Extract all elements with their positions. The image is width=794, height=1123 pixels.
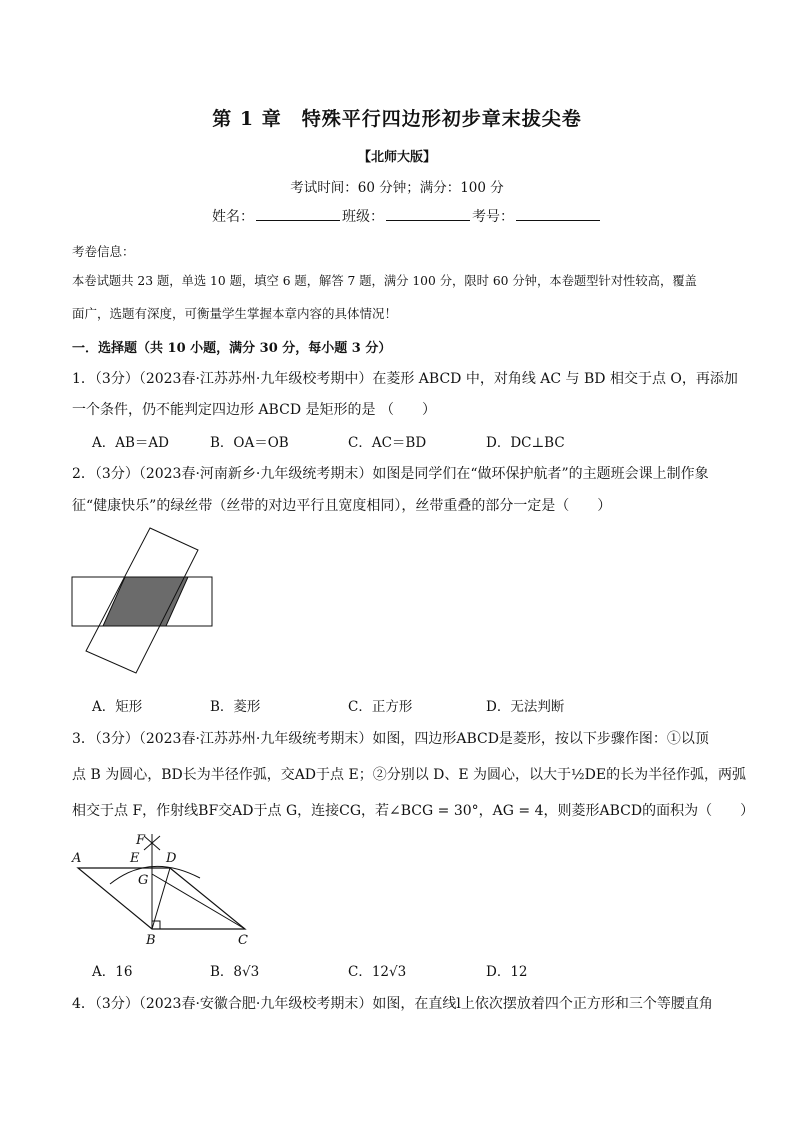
info-line-2: 面广，选题有深度，可衡量学生掌握本章内容的具体情况！ xyxy=(72,306,398,321)
q3-option-d: D．12 xyxy=(486,964,528,980)
q1-option-b: B．OA＝OB xyxy=(210,435,289,451)
ribbon-figure xyxy=(70,525,220,677)
id-blank xyxy=(516,206,600,221)
q3-line-3: 相交于点 F，作射线BF交AD于点 G，连接CG，若∠BCG = 30°，AG = 4，则菱形ABCD的面积为（ ） xyxy=(72,803,755,819)
label-c: C xyxy=(238,933,248,948)
q3-line-1: 3．（3分）（2023春·江苏苏州·九年级统考期末）如图，四边形ABCD是菱形，按以下步骤作图：①以顶 xyxy=(72,731,709,747)
label-d: D xyxy=(166,851,177,866)
info-line-1: 本卷试题共 23 题，单选 10 题，填空 6 题，解答 7 题，满分 100 分，限时 60 分钟，本卷题型针对性较高，覆盖 xyxy=(72,274,697,288)
id-label: 考号： xyxy=(472,209,514,225)
q1-option-c: C．AC＝BD xyxy=(348,435,427,451)
q2-option-c: C．正方形 xyxy=(348,699,413,715)
class-label: 班级： xyxy=(342,209,384,225)
label-a: A xyxy=(72,851,82,866)
ribbon-overlap-parallelogram xyxy=(103,577,188,626)
q3-line-2: 点 B 为圆心，BD长为半径作弧，交AD于点 E；②分别以 D、E 为圆心，以大于½DE的长为半径作弧，两弧 xyxy=(72,767,747,783)
q1-option-d: D．DC⊥BC xyxy=(486,435,565,451)
section-1-heading: 一．选择题（共 10 小题，满分 30 分，每小题 3 分） xyxy=(72,341,392,356)
label-g: G xyxy=(138,873,149,888)
name-blank xyxy=(256,206,340,221)
label-e: E xyxy=(130,851,140,866)
q3-option-b: B．8√3 xyxy=(210,964,260,980)
student-info-line xyxy=(212,206,602,226)
label-b: B xyxy=(146,933,156,948)
name-label: 姓名： xyxy=(212,209,254,225)
q4-line-1: 4．（3分）（2023春·安徽合肥·九年级校考期末）如图，在直线l上依次摆放着四个正方形和三个等腰直角 xyxy=(72,996,713,1012)
q3-option-c: C．12√3 xyxy=(348,964,407,980)
q2-line-1: 2．（3分）（2023春·河南新乡·九年级统考期末）如图是同学们在“做环保护航者”的主题班会课上制作象 xyxy=(72,466,709,482)
info-heading: 考卷信息： xyxy=(72,244,135,259)
page-title: 第 1 章 特殊平行四边形初步章末拔尖卷 xyxy=(212,108,582,130)
q3-option-a: A．16 xyxy=(92,964,133,980)
q2-option-a: A．矩形 xyxy=(92,699,143,715)
segment-cg xyxy=(152,874,245,929)
class-blank xyxy=(386,206,470,221)
edition-label: 【北师大版】 xyxy=(357,150,436,165)
exam-time: 考试时间：60 分钟；满分：100 分 xyxy=(290,180,504,196)
q2-option-d: D．无法判断 xyxy=(486,699,565,715)
q2-option-b: B．菱形 xyxy=(210,699,261,715)
segment-bd xyxy=(152,868,170,929)
q1-line-1: 1．（3分）（2023春·江苏苏州·九年级校考期中）在菱形 ABCD 中，对角线 AC 与 BD 相交于点 O，再添加 xyxy=(72,371,738,387)
label-f: F xyxy=(136,833,146,848)
q2-line-2: 征“健康快乐”的绿丝带（丝带的对边平行且宽度相同），丝带重叠的部分一定是（ ） xyxy=(72,498,612,514)
rhombus-figure xyxy=(70,826,260,951)
q1-line-2: 一个条件，仍不能判定四边形 ABCD 是矩形的是 （ ） xyxy=(72,402,436,418)
q1-option-a: A．AB＝AD xyxy=(92,435,169,451)
